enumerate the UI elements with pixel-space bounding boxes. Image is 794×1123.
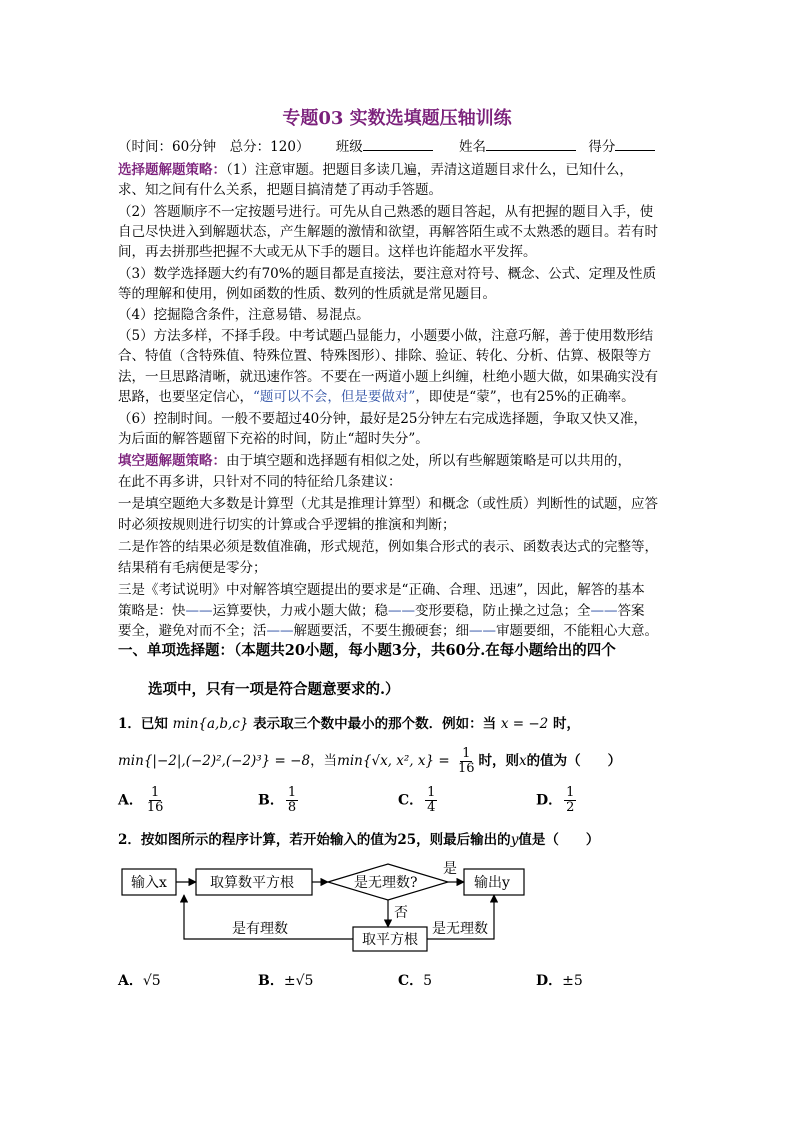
fill-strategy-text: 策略是：快 — [118, 603, 186, 619]
choice-strategy-heading: 选择题解题策略： — [118, 162, 226, 178]
yes-label: 是 — [443, 861, 457, 877]
choice-strategy-p5d — [118, 387, 678, 407]
question-text: 时， — [552, 716, 580, 732]
choice-strategy-text: （5）方法多样，不择手段。中考试题凸显能力，小题要小做，注意巧解，善于使用数形结 — [118, 328, 654, 344]
score-blank[interactable] — [615, 136, 655, 151]
input-label: 输入x — [131, 875, 167, 891]
question-text: 时，则 — [478, 753, 520, 769]
dash: —— — [388, 603, 415, 619]
fill-strategy-text: 变形要稳，防止操之过急；全 — [415, 603, 591, 619]
section-heading-cont: 选项中，只有一项是符合题意要求的.） — [148, 681, 400, 698]
q1-option-b[interactable]: B． $\frac{1}{8}$ — [258, 785, 297, 815]
question-1-line-1 — [118, 714, 678, 734]
choice-strategy-text: （2）答题顺序不一定按题号进行。可先从自己熟悉的题目答起，从有把握的题目入手，使 — [118, 204, 654, 220]
dash: —— — [590, 603, 618, 619]
fill-strategy-three-b — [118, 601, 678, 621]
fill-strategy-intro — [118, 451, 678, 471]
choice-strategy-text: 自己尽快进入到解题状态，产生解题的激情和欲望，再解答陌生或不太熟悉的题目。若有时 — [118, 224, 658, 240]
choice-strategy-quote: “题可以不会，但是要做对” — [253, 389, 416, 405]
fraction: $\frac{1}{4}$ — [427, 785, 436, 815]
q1-option-d[interactable]: D． $\frac{1}{2}$ — [536, 785, 575, 815]
program-flowchart — [0, 855, 794, 955]
choice-strategy-text: 求、知之间有什么关系，把题目搞清楚了再动手答题。 — [118, 182, 442, 198]
name-label: 姓名 — [459, 139, 487, 155]
question-1-line-2 — [118, 746, 678, 776]
section-heading: 一、单项选择题：（本题共20小题，每小题3分，共60分.在每小题给出的四个 — [118, 642, 616, 659]
choice-strategy-text: 法，一旦思路清晰，就迅速作答。不要在一两道小题上纠缠，杜绝小题大做，如果确实没有 — [118, 369, 658, 385]
q2-option-a[interactable]: A．√5 — [118, 973, 161, 989]
irrational-label: 是无理数 — [432, 921, 488, 937]
name-blank[interactable] — [486, 136, 576, 151]
page-title: 专题03 实数选填题压轴训练 — [282, 108, 512, 129]
fill-strategy-text: 一是填空题绝大多数是计算型（尤其是推理计算型）和概念（或性质）判断性的试题，应答 — [118, 496, 658, 512]
fraction: $\frac{1}{2}$ — [566, 785, 575, 815]
class-label: 班级 — [335, 139, 363, 155]
choice-strategy-text: （3）数学选择题大约有70%的题目都是直接法，要注意对符号、概念、公式、定理及性质 — [118, 266, 657, 282]
q1-option-a[interactable]: A． $\frac{1}{16}$ — [118, 785, 164, 815]
fill-strategy-three-c — [118, 621, 678, 641]
no-label: 否 — [394, 905, 408, 921]
math-expression: min{a,b,c} — [172, 716, 249, 732]
choice-strategy-text: ，即使是“蒙”，也有25%的正确率。 — [415, 389, 635, 405]
fill-strategy-text: 答案 — [617, 603, 645, 619]
question-text: 值是（ ） — [518, 832, 600, 848]
fill-strategy-text: 由于填空题和选择题有相似之处，所以有些解题策略是可以共用的， — [226, 453, 631, 469]
decision-label: 是无理数? — [354, 875, 418, 891]
fill-strategy-text: 三是《考试说明》中对解答填空题提出的要求是“正确、合理、迅速”，因此，解答的基本 — [118, 582, 645, 598]
choice-strategy-text: 间，再去拼那些把握不大或无从下手的题目。这样也许能超水平发挥。 — [118, 244, 537, 260]
question-text: ，当 — [310, 753, 338, 769]
score-label: 得分 — [588, 139, 616, 155]
choice-strategy-p1 — [118, 160, 678, 180]
question-text: 2．按如图所示的程序计算，若开始输入的值为25，则最后输出的 — [118, 832, 511, 848]
fill-strategy-text: 时必须按规则进行切实的计算或合乎逻辑的推演和判断； — [118, 517, 456, 533]
choice-strategy-text: （6）控制时间。一般不要超过40分钟，最好是25分钟左右完成选择题，争取又快又准， — [118, 411, 647, 427]
choice-strategy-text: 合、特值（含特殊值、特殊位置、特殊图形）、排除、验证、转化、分析、估算、极限等方 — [118, 348, 652, 364]
time-label: （时间：60分钟 总分：120） — [118, 139, 310, 155]
class-blank[interactable] — [363, 136, 433, 151]
fill-strategy-text: 要全，避免对而不全；活 — [118, 623, 267, 639]
choice-strategy-text: 为后面的解答题留下充裕的时间，防止“超时失分”。 — [118, 431, 429, 447]
fill-strategy-text: 解题要活，不要生搬硬套；细 — [293, 623, 469, 639]
fill-strategy-text: 二是作答的结果必须是数值准确，形式规范，例如集合形式的表示、函数表达式的完整等， — [118, 539, 658, 555]
fraction: $\frac{1}{8}$ — [287, 785, 297, 815]
fill-strategy-text: 运算要快，力戒小题大做；稳 — [212, 603, 388, 619]
take-sqrt-label: 取平方根 — [362, 932, 418, 948]
question-text: 1．已知 — [118, 716, 168, 732]
rational-label: 是有理数 — [232, 921, 288, 937]
dash: —— — [469, 623, 496, 639]
math-variable: y — [510, 832, 519, 848]
question-text: 表示取三个数中最小的那个数．例如：当 — [253, 716, 497, 732]
choice-strategy-text: 等的理解和使用，例如函数的性质、数列的性质就是常见题目。 — [118, 286, 496, 302]
choice-strategy-text: 思路，也要坚定信心， — [118, 389, 253, 405]
question-text: 的值为（ ） — [526, 753, 622, 769]
question-2-text — [118, 830, 678, 850]
fill-strategy-text: 审题要细，不能粗心大意。 — [496, 623, 658, 639]
fill-strategy-text: 结果稍有毛病便是零分； — [118, 560, 267, 576]
fraction: $\frac{1}{16}$ — [457, 746, 475, 776]
choice-strategy-text: （4）挖掘隐含条件，注意易错、易混点。 — [118, 307, 370, 323]
q2-option-b[interactable]: B．±√5 — [258, 973, 314, 989]
math-expression: min{|−2|,(−2)²,(−2)³} = −8 — [118, 753, 311, 769]
fill-strategy-text: 在此不再多讲，只针对不同的特征给几条建议： — [118, 474, 402, 490]
choice-strategy-text: （1）注意审题。把题目多读几遍，弄清这道题目求什么，已知什么， — [226, 162, 633, 178]
q2-option-d[interactable]: D．±5 — [536, 973, 583, 989]
fraction: $\frac{1}{16}$ — [146, 785, 164, 815]
sqrt-arith-label: 取算数平方根 — [210, 875, 294, 891]
q1-option-c[interactable]: C． $\frac{1}{4}$ — [398, 785, 436, 815]
math-variable: x — [519, 753, 527, 769]
q2-option-c[interactable]: C．5 — [398, 973, 433, 989]
header-info — [118, 136, 678, 157]
dash: —— — [266, 623, 294, 639]
math-expression: min{√x, x², x} = — [337, 753, 450, 769]
dash: —— — [185, 603, 213, 619]
output-label: 输出y — [474, 875, 510, 891]
fill-strategy-heading: 填空题解题策略： — [118, 453, 226, 469]
math-expression: x = −2 — [500, 716, 549, 732]
